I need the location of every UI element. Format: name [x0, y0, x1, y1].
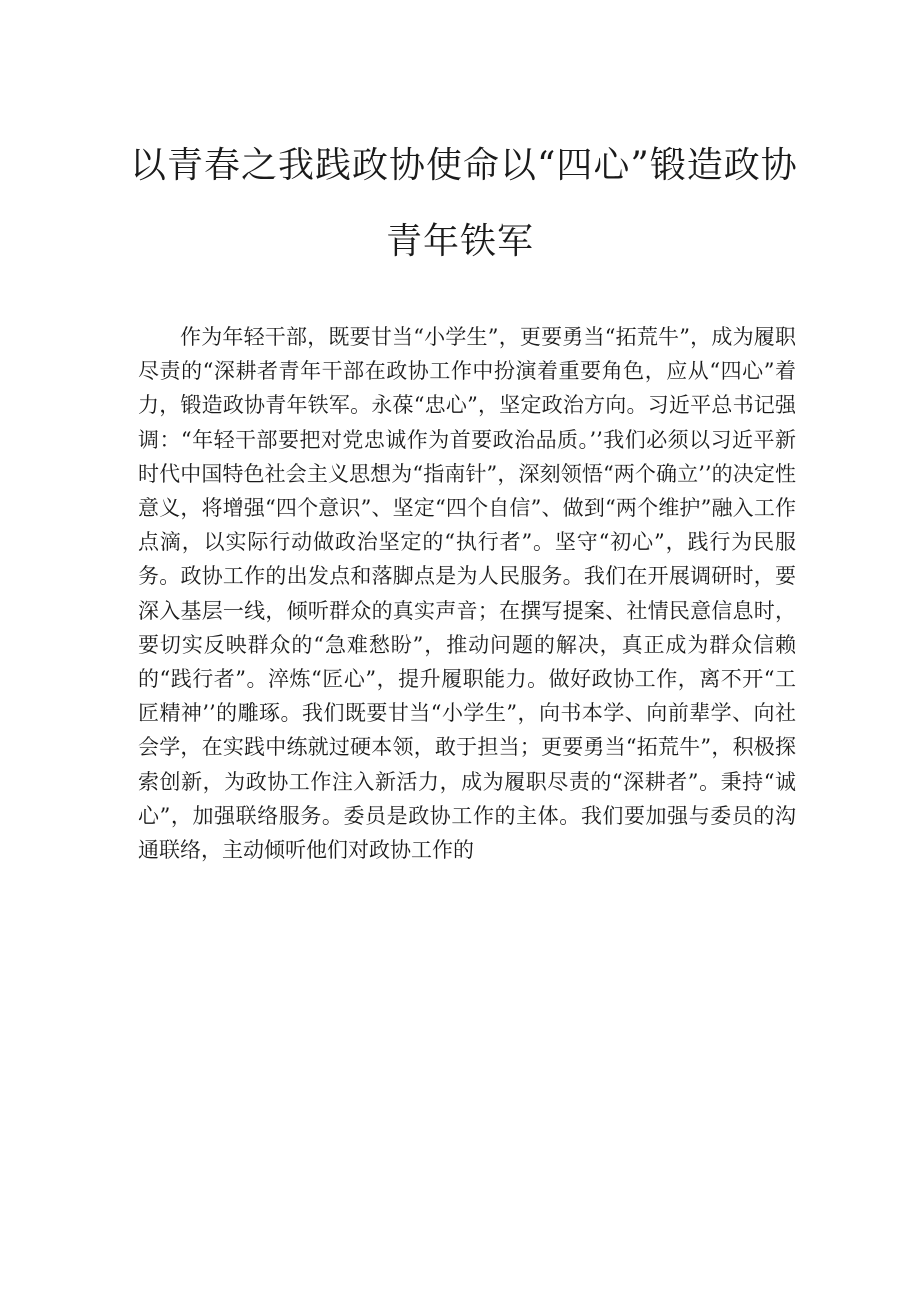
title-line-1: 以青春之我践政协使命以“四心”锻造政协	[130, 145, 798, 186]
body-paragraph: 作为年轻干部，既要甘当“小学生”，更要勇当“拓荒牛”，成为履职尽责的“深耕者青年干部在政协工作中扮演着重要角色，应从“四心”着力，锻造政协青年铁军。永葆“忠心”，坚定政治方向。习近平总书记强调：“年轻干部要把对党忠诚作为首要政治品质。’’我们必须以习近平新时代中国特色社会主义思想为“指南针”，深刻领悟“两个确立’’的决定性意义，将增强“四个意识”、坚定“四个自信”、做到“两个维护”融入工作点滴，以实际行动做政治坚定的“执行者”。坚守“初心”，践行为民服务。政协工作的出发点和落脚点是为人民服务。我们在开展调研时，要深入基层一线，倾听群众的真实声音；在撰写提案、社情民意信息时，要切实反映群众的“急难愁盼”，推动问题的解决，真正成为群众信赖的“践行者”。淬炼“匠心”，提升履职能力。做好政协工作，离不开“工匠精神’’的雕琢。我们既要甘当“小学生”，向书本学、向前辈学、向社会学，在实践中练就过硬本领，敢于担当；更要勇当“拓荒牛”，积极探索创新，为政协工作注入新活力，成为履职尽责的“深耕者”。秉持“诚心”，加强联络服务。委员是政协工作的主体。我们要加强与委员的沟通联络，主动倾听他们对政协工作的	[138, 325, 796, 863]
document-title	[130, 128, 798, 280]
title-line-2: 青年铁军	[385, 221, 534, 262]
